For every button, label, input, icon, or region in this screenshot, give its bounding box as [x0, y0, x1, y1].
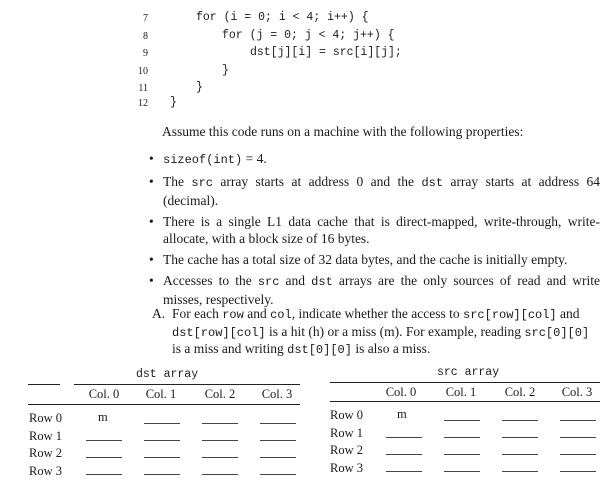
answer-blank[interactable]: [260, 440, 296, 441]
answer-blank[interactable]: [386, 437, 422, 438]
code-line: for (i = 0; i < 4; i++) {: [196, 11, 369, 24]
answer-blank[interactable]: [260, 457, 296, 458]
answer-blank[interactable]: [202, 474, 238, 475]
answer-blank[interactable]: [144, 474, 180, 475]
answer-cell: m: [397, 407, 407, 421]
answer-blank[interactable]: [144, 423, 180, 424]
answer-blank[interactable]: [260, 423, 296, 424]
column-header: Col. 1: [145, 387, 177, 401]
column-header: Col. 2: [204, 387, 236, 401]
answer-blank[interactable]: [260, 474, 296, 475]
answer-blank[interactable]: [560, 437, 596, 438]
code-line: }: [170, 96, 177, 109]
divider: [330, 382, 600, 383]
answer-blank[interactable]: [560, 454, 596, 455]
column-header: Col. 1: [445, 385, 477, 399]
divider: [330, 401, 600, 402]
list-item: • The src array starts at address 0 and the dst array starts at address 64 (decimal).: [148, 173, 600, 209]
row-label: Row 0: [330, 408, 363, 422]
properties-list: [148, 150, 600, 312]
answer-blank[interactable]: [202, 440, 238, 441]
row-label: Row 1: [330, 426, 363, 440]
list-item: • There is a single L1 data cache that is direct-mapped, write-through, write-allocate, with a block size of 16 bytes.: [148, 213, 600, 247]
row-label: Row 0: [29, 411, 62, 425]
answer-blank[interactable]: [502, 471, 538, 472]
intro-paragraph: Assume this code runs on a machine with the following properties:: [162, 124, 524, 139]
row-label: Row 3: [29, 464, 62, 478]
line-number: 8: [143, 31, 148, 42]
question-text: For each row and col, indicate whether the access to src[row][col] and dst[row][col] is a hit (h) or a miss (m). For example, reading src[0][0] is a miss and writing dst[0][0] is also a miss.: [172, 306, 590, 357]
code-line: }: [196, 81, 203, 94]
answer-blank[interactable]: [502, 420, 538, 421]
answer-blank[interactable]: [444, 437, 480, 438]
answer-blank[interactable]: [502, 437, 538, 438]
divider: [28, 404, 300, 405]
answer-blank[interactable]: [86, 440, 122, 441]
line-number: 9: [143, 48, 148, 59]
answer-blank[interactable]: [444, 454, 480, 455]
column-header: Col. 0: [385, 385, 417, 399]
row-label: Row 3: [330, 461, 363, 475]
line-number: 11: [138, 83, 148, 94]
answer-blank[interactable]: [560, 420, 596, 421]
answer-blank[interactable]: [86, 457, 122, 458]
answer-blank[interactable]: [560, 471, 596, 472]
answer-blank[interactable]: [202, 423, 238, 424]
line-number: 12: [138, 98, 148, 109]
row-label: Row 2: [29, 446, 62, 460]
column-header: Col. 2: [504, 385, 536, 399]
dst-table-title: dst array: [136, 368, 199, 381]
line-number: 10: [138, 66, 148, 77]
answer-blank[interactable]: [144, 457, 180, 458]
answer-blank[interactable]: [86, 474, 122, 475]
list-item: • Accesses to the src and dst arrays are the only sources of read and write misses, respectively.: [148, 272, 600, 308]
answer-blank[interactable]: [386, 454, 422, 455]
code-line: dst[j][i] = src[i][j];: [250, 46, 402, 59]
column-header: Col. 3: [561, 385, 593, 399]
column-header: Col. 0: [88, 387, 120, 401]
code-line: }: [222, 64, 229, 77]
answer-blank[interactable]: [502, 454, 538, 455]
list-item: • The cache has a total size of 32 data bytes, and the cache is initially empty.: [148, 251, 600, 268]
code-line: for (j = 0; j < 4; j++) {: [222, 29, 395, 42]
divider: [74, 384, 300, 385]
answer-blank[interactable]: [386, 471, 422, 472]
src-table-title: src array: [437, 366, 500, 379]
question-a: [152, 306, 600, 359]
row-label: Row 1: [29, 429, 62, 443]
line-number: 7: [143, 13, 148, 24]
answer-blank[interactable]: [202, 457, 238, 458]
answer-blank[interactable]: [444, 471, 480, 472]
question-label: A.: [152, 306, 166, 321]
column-header: Col. 3: [261, 387, 293, 401]
answer-blank[interactable]: [444, 420, 480, 421]
row-label: Row 2: [330, 443, 363, 457]
list-item: • sizeof(int) = 4.: [148, 150, 600, 169]
divider: [28, 384, 60, 385]
answer-blank[interactable]: [144, 440, 180, 441]
answer-cell: m: [98, 410, 108, 424]
